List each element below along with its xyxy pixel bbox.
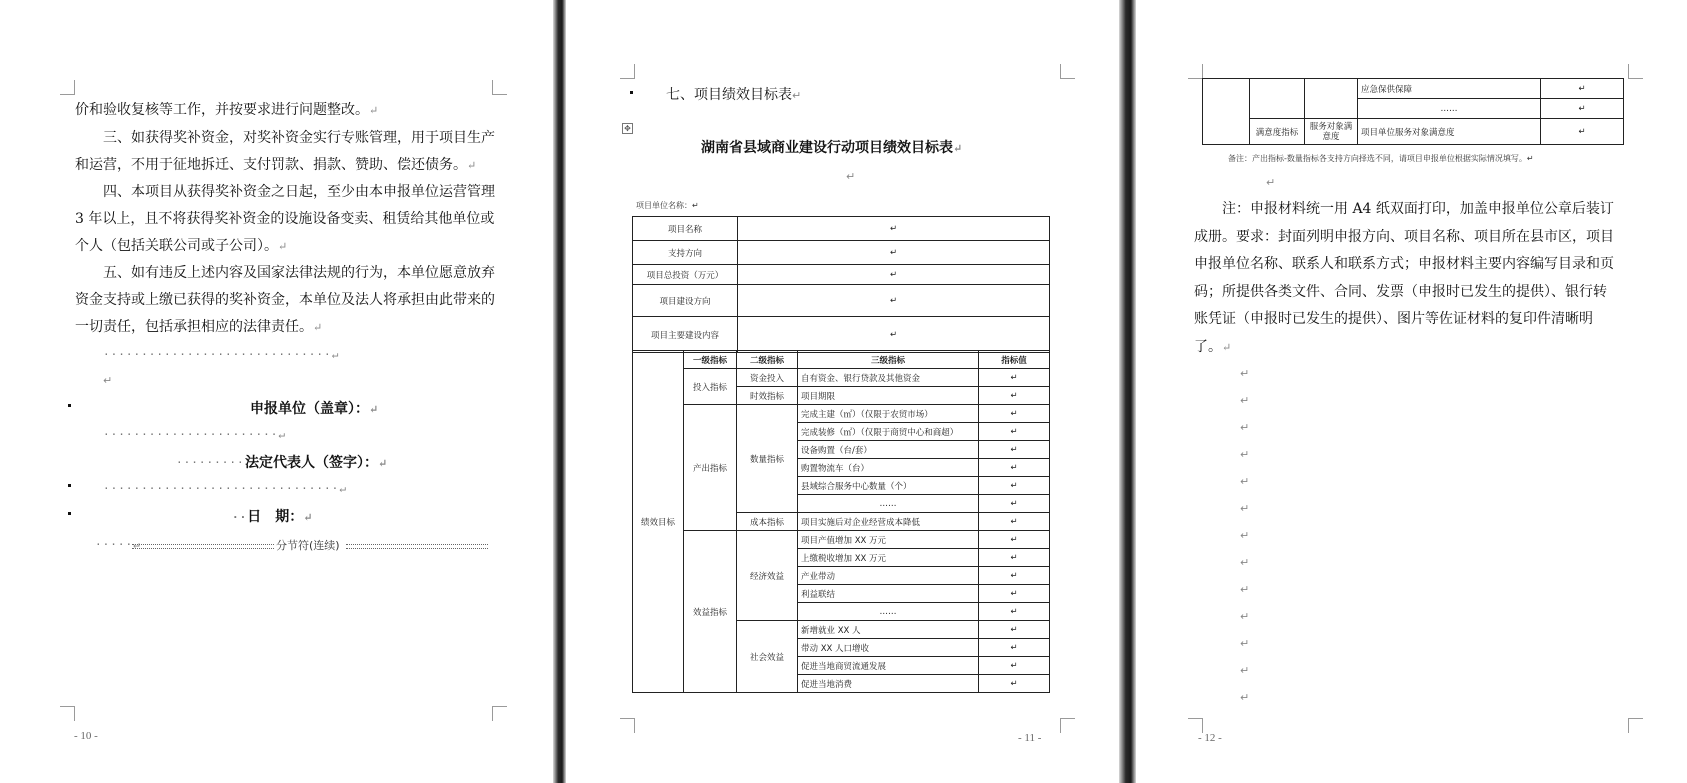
table-cell: …… [798,495,979,513]
table-cell: 投入指标 [684,369,737,405]
crop-mark [1628,718,1643,733]
crop-mark [1188,64,1203,79]
signature-date: ··日 期：↵ [232,509,313,525]
table-cell: 资金投入 [737,369,798,387]
crop-mark [620,64,635,79]
table-cell: 应急保供保障 [1358,79,1541,99]
table-cell: 新增就业 XX 人 [798,621,979,639]
table-move-handle[interactable]: ✥ [622,123,633,134]
table-cell: 项目名称 [633,217,738,241]
table-footnote: 备注：产出指标-数量指标各支持方向择选不同，请项目申报单位根据实际情况填写。↵ [1228,154,1534,163]
crop-mark [1060,64,1075,79]
page-number: - 10 - [74,730,98,742]
paragraph-mark: ↵ [1240,637,1250,650]
table-cell: 促进当地消费 [798,675,979,693]
table-title: 湖南省县域商业建设行动项目绩效目标表↵ [701,140,963,156]
paragraph-mark: ↵ [846,170,856,183]
page-10[interactable] [0,0,553,783]
table-cell[interactable]: ↵ [979,585,1050,603]
unit-label: 项目单位名称：↵ [636,201,699,210]
section-break-line [132,544,274,549]
page-11[interactable] [566,0,1119,783]
table-cell[interactable]: ↵ [979,441,1050,459]
table-cell: 项目主要建设内容 [633,317,738,353]
table-cell[interactable]: ↵ [738,265,1050,285]
paragraph-mark: ↵ [1240,556,1250,569]
table-cell[interactable]: ↵ [1541,99,1624,119]
table-cell: 自有资金、银行贷款及其他资金 [798,369,979,387]
table-cell: 二级指标 [737,351,798,369]
dotted-line: ·······················↵ [103,428,286,441]
paragraph-mark: ↵ [1240,691,1250,704]
table-cell: 效益指标 [684,531,737,693]
table-row [633,369,1050,387]
table-row [633,351,1050,369]
crop-mark [1628,64,1643,79]
table-cell [1203,79,1250,145]
crop-mark [492,80,507,95]
paragraph-mark: ↵ [1240,664,1250,677]
table-cell[interactable]: ↵ [1541,119,1624,145]
table-cell: 项目实施后对企业经营成本降低 [798,513,979,531]
crop-mark [1188,718,1203,733]
table-cell: 项目单位服务对象满意度 [1358,119,1541,145]
table-cell: 三级指标 [798,351,979,369]
table-cell: 带动 XX 人口增收 [798,639,979,657]
dotted-line: ········· [176,456,245,469]
bullet [630,91,633,94]
crop-mark [492,706,507,721]
table-row [633,405,1050,423]
paragraph-mark: ↵ [1240,448,1250,461]
signature-representative: 法定代表人（签字）：↵ [245,455,388,471]
table-cell[interactable]: ↵ [1541,79,1624,99]
paragraph: 价和验收复核等工作，并按要求进行问题整改。↵ [75,102,379,118]
table-cell[interactable]: ↵ [979,639,1050,657]
page-number: - 11 - [1018,732,1042,744]
table-cell: 时效指标 [737,387,798,405]
paragraph: 四、本项目从获得奖补资金之日起，至少由本申报单位运营管理 3 年以上，且不将获得奖补资金的设施设备变卖、租赁给其他单位或个人（包括关联公司或子公司）。↵ [75,184,495,254]
table-cell[interactable]: ↵ [738,317,1050,353]
paragraph-mark: ↵ [1240,394,1250,407]
paragraph-mark: ↵ [1240,502,1250,515]
table-cell: 项目建设方向 [633,285,738,317]
table-cell: …… [1358,99,1541,119]
table-cell[interactable]: ↵ [979,531,1050,549]
table-cell: 成本指标 [737,513,798,531]
table-row [633,317,1050,353]
table-row [1203,79,1624,99]
table-cell[interactable]: ↵ [738,285,1050,317]
table-cell [1250,79,1305,119]
page-gap [553,0,566,783]
paragraph-mark: ↵ [1240,421,1250,434]
page-number: - 12 - [1198,732,1222,744]
table-cell[interactable]: ↵ [979,477,1050,495]
bullet [68,512,71,515]
paragraph-mark: ↵ [103,374,113,387]
table-cell[interactable]: ↵ [979,567,1050,585]
signature-unit: 申报单位（盖章）：↵ [250,401,379,417]
table-cell: 完成主建（㎡）（仅限于农贸市场） [798,405,979,423]
page-gap [1119,0,1136,783]
table-cell: 完成装修（㎡）（仅限于商贸中心和商超） [798,423,979,441]
table-cell[interactable]: ↵ [979,423,1050,441]
paragraph-mark: ↵ [1240,475,1250,488]
table-cell[interactable]: ↵ [979,495,1050,513]
bullet [68,484,71,487]
table-cell: 县域综合服务中心数量（个） [798,477,979,495]
table-row [1203,119,1624,145]
paragraph-mark: ↵ [1240,367,1250,380]
table-cell: 经济效益 [737,531,798,621]
table-cell: 绩效目标 [633,351,684,693]
section-heading: 七、项目绩效目标表↵ [666,87,802,103]
table-cell: 设备购置（台/套） [798,441,979,459]
table-cell: 指标值 [979,351,1050,369]
table-cell[interactable]: ↵ [979,387,1050,405]
paragraph: 五、如有违反上述内容及国家法律法规的行为，本单位愿意放弃资金支持或上缴已获得的奖补资金，本单位及法人将承担由此带来的一切责任，包括承担相应的法律责任。↵ [75,265,495,335]
table-cell[interactable]: ↵ [979,459,1050,477]
paragraph-mark: ↵ [1240,529,1250,542]
table-cell [1305,79,1358,119]
paragraph-mark: ↵ [1266,176,1276,189]
crop-mark [60,80,75,95]
table-cell: 支持方向 [633,241,738,265]
bullet [68,404,71,407]
table-cell: 项目产值增加 XX 万元 [798,531,979,549]
table-cell: 产出指标 [684,405,737,531]
dotted-line: ······························↵ [103,348,340,361]
paragraph-mark: ↵ [1240,583,1250,596]
table-cell: 促进当地商贸流通发展 [798,657,979,675]
table-cell[interactable]: ↵ [979,657,1050,675]
table-cell[interactable]: ↵ [979,513,1050,531]
table-row [633,217,1050,241]
table-cell[interactable]: ↵ [979,675,1050,693]
table-cell: 购置物流车（台） [798,459,979,477]
table-cell: 社会效益 [737,621,798,693]
paragraph: 三、如获得奖补资金，对奖补资金实行专账管理，用于项目生产和运营，不用于征地拆迁、支付罚款、捐款、赞助、偿还债务。↵ [75,130,495,173]
table-cell[interactable]: ↵ [738,217,1050,241]
table-cell: 上缴税收增加 XX 万元 [798,549,979,567]
table-cell: 数量指标 [737,405,798,513]
table-cell[interactable]: ↵ [979,405,1050,423]
section-break: 分节符(连续) [276,539,340,552]
performance-table-continued [1202,78,1624,145]
crop-mark [60,706,75,721]
performance-table [632,350,1050,693]
table-row [633,531,1050,549]
table-cell: 利益联结 [798,585,979,603]
project-info-table [632,216,1050,353]
table-cell[interactable]: ↵ [979,603,1050,621]
table-cell[interactable]: ↵ [979,621,1050,639]
table-cell: 项目期限 [798,387,979,405]
dotted-line: ·······························↵ [103,482,347,495]
section-break-line [346,544,488,549]
table-row [633,265,1050,285]
page-12[interactable] [1136,0,1687,783]
table-cell: 满意度指标 [1250,119,1305,145]
table-row [633,241,1050,265]
table-cell: 一级指标 [684,351,737,369]
paragraph-mark: ↵ [1240,610,1250,623]
crop-mark [620,718,635,733]
table-cell[interactable]: ↵ [738,241,1050,265]
table-cell: 产业带动 [798,567,979,585]
table-cell: …… [798,603,979,621]
table-cell[interactable]: ↵ [979,369,1050,387]
dotted-line: ·····↵ [95,538,141,551]
table-cell: 项目总投资（万元） [633,265,738,285]
table-cell[interactable]: ↵ [979,549,1050,567]
table-cell: 服务对象满意度 [1305,119,1358,145]
table-row [633,285,1050,317]
crop-mark [1060,718,1075,733]
submission-note: 注：申报材料统一用 A4 纸双面打印，加盖申报单位公章后装订成册。要求：封面列明申报方向、项目名称、项目所在县市区，项目申报单位名称、联系人和联系方式；申报材料主要内容编写目录和页码；所提供各类文件、合同、发票（申报时已发生的提供）、银行转账凭证（申报时已发生的提供）、图片等佐证材料的复印件清晰明了。↵ [1194,201,1614,355]
